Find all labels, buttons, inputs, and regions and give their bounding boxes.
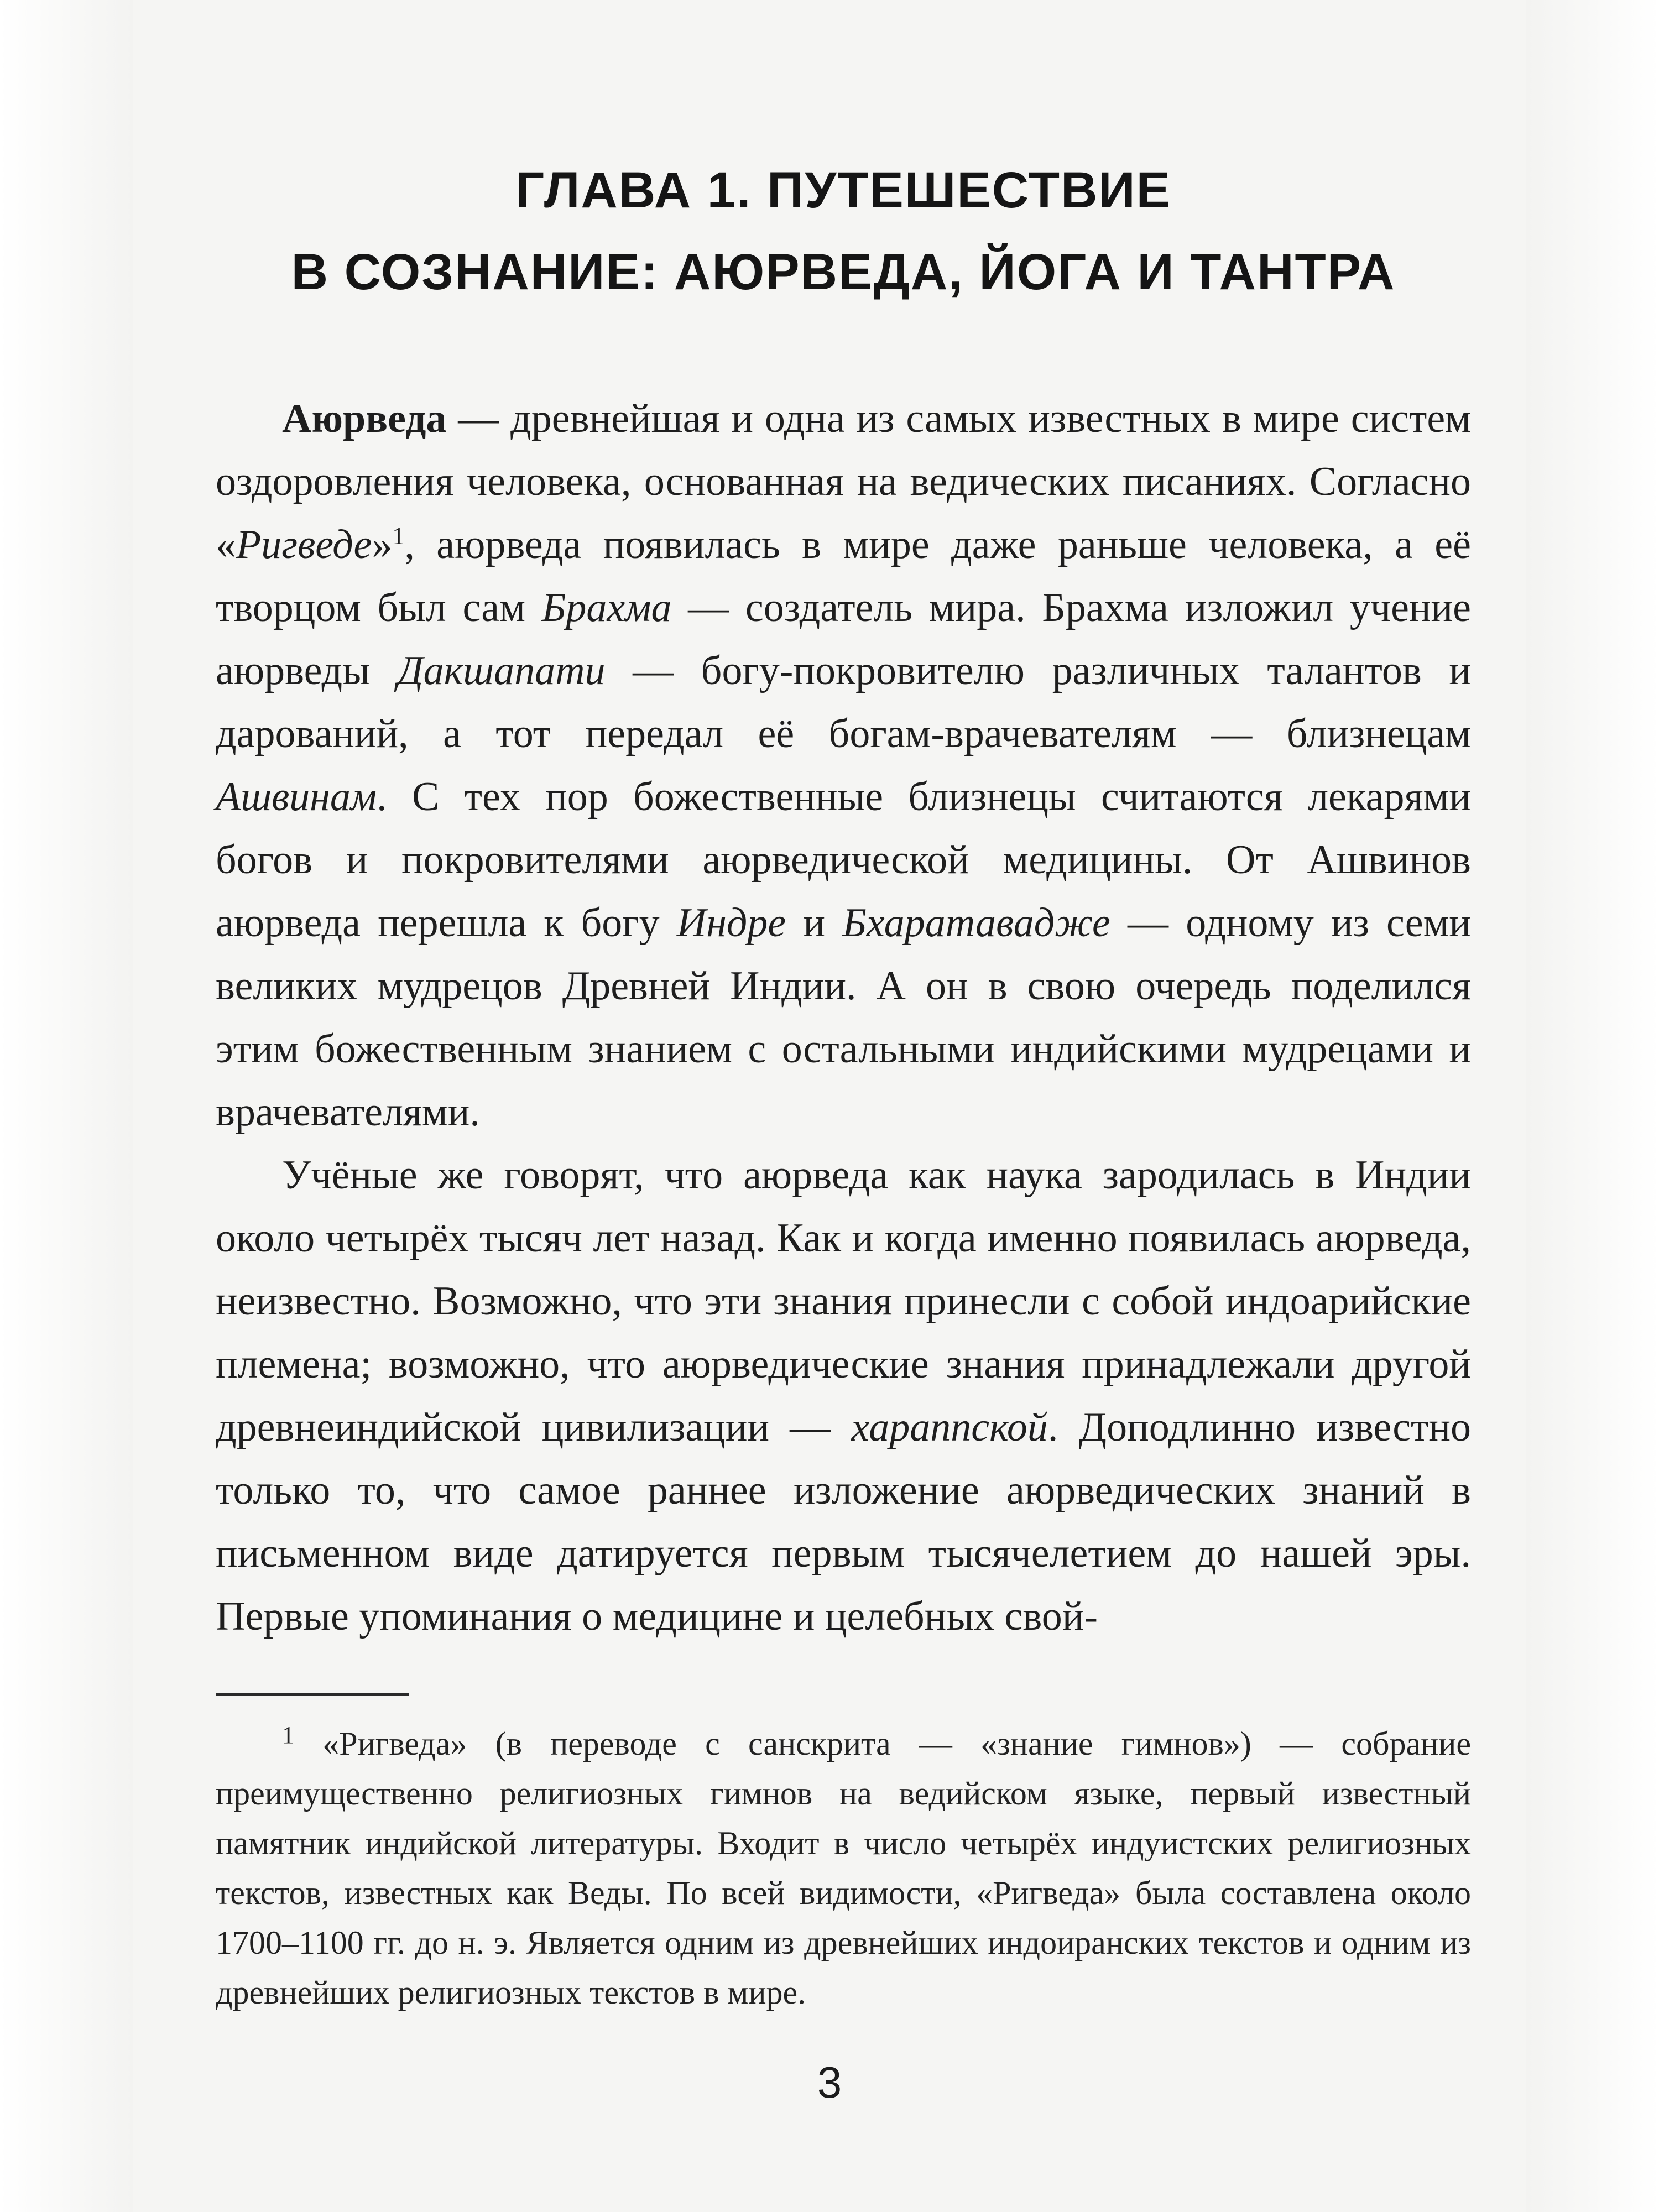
- footnote-reference[interactable]: 1: [392, 522, 405, 550]
- page-number: 3: [817, 2058, 842, 2107]
- paragraph-1-text-5: . С тех пор божественные близнецы считаются лекарями богов и покровителями аюрведической медицины. От Ашвинов аюрведа перешла к богу: [216, 774, 1471, 946]
- footnote: [216, 1719, 1471, 2017]
- lead-term: Аюрведа: [282, 396, 447, 441]
- paragraph-2: [216, 1144, 1471, 1648]
- italic-brahma: Брахма: [541, 585, 672, 630]
- paragraph-1-text-3: — создатель мира. Брахма изложил учение аюрведы: [216, 585, 1471, 693]
- paragraph-1-text-2: , аюрведа появилась в мире даже раньше человека, а её творцом был сам: [216, 522, 1471, 630]
- paragraph-1: [216, 387, 1471, 1144]
- italic-indre: Индре: [676, 900, 786, 946]
- paragraph-2-text-1: Учёные же говорят, что аюрведа как наука зародилась в Индии около четырёх тысяч лет назад. Как и когда именно появилась аюрведа, неизвестно. Возможно, что эти знания принесли с собой индоарийские племена; возможно, что аюрведические знания принадлежали другой древнеиндийской цивилизации —: [216, 1152, 1471, 1450]
- page-margin-left: [0, 0, 133, 2212]
- italic-rigvede: Ригведе: [236, 522, 372, 567]
- footnote-separator: [216, 1693, 409, 1696]
- paragraph-1-text-1: — древнейшая и одна из самых известных в мире систем оздоровления человека, основанная на ведических писаниях. Согласно «: [216, 396, 1471, 567]
- paragraph-1-text-4: — богу-покровителю различных талантов и дарований, а тот передал её богам-врачевателям — близнецам: [216, 648, 1471, 757]
- footnote-marker: 1: [282, 1721, 294, 1749]
- footnote-text: «Ригведа» (в переводе с санскрита — «знание гимнов») — собрание преимущественно религиозных гимнов на ведийском языке, первый известный памятник индийской литературы. Входит в число четырёх индуистских религиозных текстов, известных как Веды. По всей видимости, «Ригведа» была составлена около 1700–1100 гг. до н. э. Является одним из древнейших индоиранских текстов и одним из древнейших религиозных текстов в мире.: [216, 1725, 1471, 2011]
- italic-harappskoy: хараппской: [851, 1405, 1048, 1450]
- chapter-title-line-2: В СОЗНАНИЕ: АЮРВЕДА, ЙОГА И ТАНТРА: [291, 244, 1396, 300]
- chapter-title-line-1: ГЛАВА 1. ПУТЕШЕСТВИЕ: [515, 162, 1171, 218]
- italic-bharatavadzhe: Бхаратавадже: [842, 900, 1110, 946]
- italic-ashvinam: Ашвинам: [216, 774, 377, 820]
- footnote-paragraph: [216, 1719, 1471, 2017]
- italic-dakshapati: Дакшапати: [397, 648, 606, 693]
- paragraph-1-text-6: и: [786, 900, 843, 946]
- body-text: [216, 387, 1471, 1648]
- closing-quote: »: [372, 522, 393, 567]
- paragraph-2-text-2: . Доподлинно известно только то, что самое раннее изложение аюрведических знаний в письменном виде датируется первым тысячелетием до нашей эры. Первые упоминания о медицине и целебных свой-: [216, 1405, 1471, 1639]
- page-margin-right: [1526, 0, 1659, 2212]
- paragraph-1-text-7: — одному из семи великих мудрецов Древней Индии. А он в свою очередь поделился этим божественным знанием с остальными индийскими мудрецами и врачевателями.: [216, 900, 1472, 1135]
